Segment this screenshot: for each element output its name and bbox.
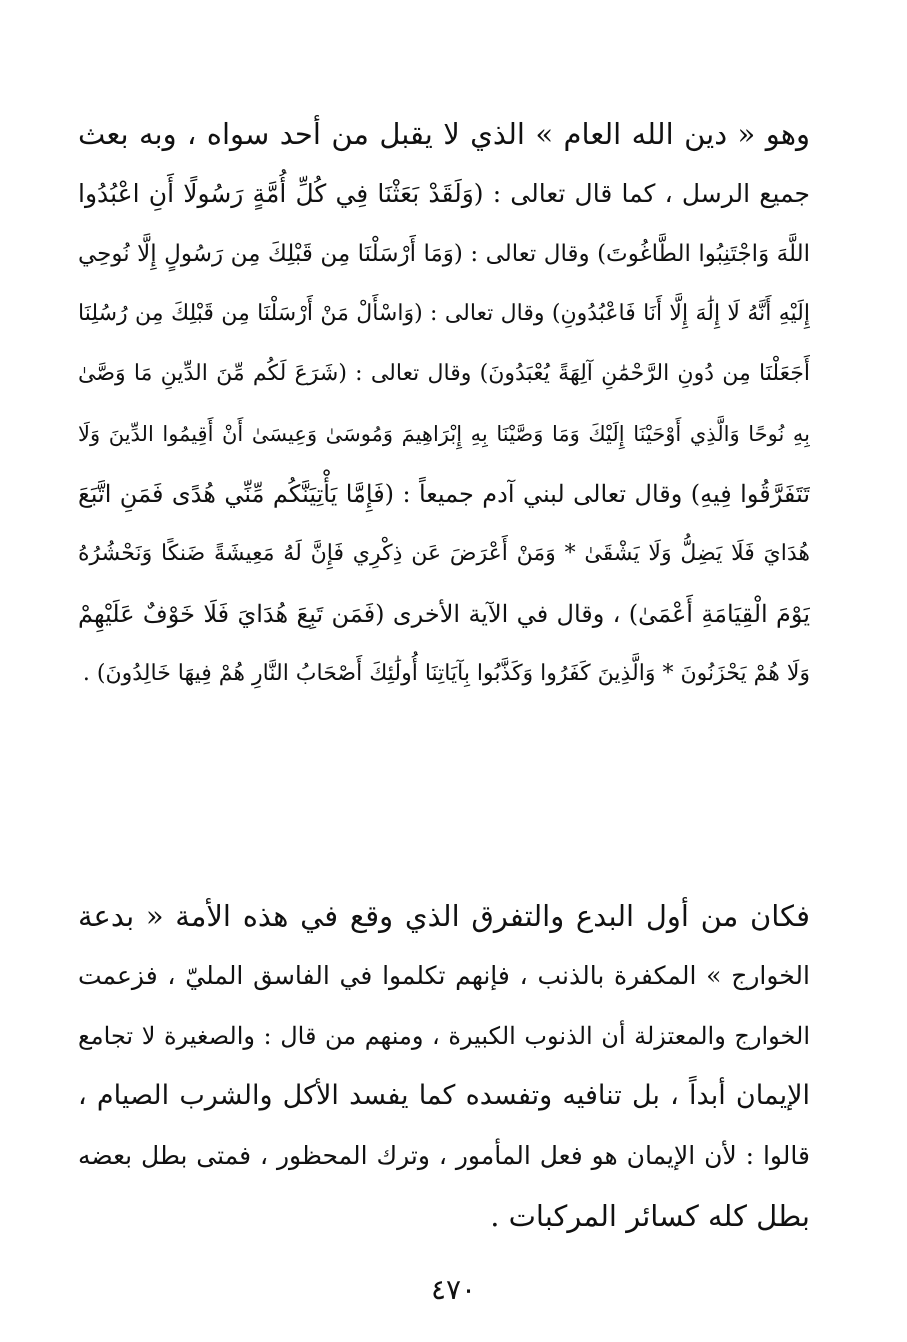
paragraph-1-line-6: بِهِ نُوحًا وَالَّذِي أَوْحَيْنَا إِلَيْكَ وَمَا وَصَّيْنَا بِهِ إِبْرَاهِيمَ وَمُوسَىٰ وَعِيسَىٰ أَنْ أَقِيمُوا الدِّينَ وَلَا — [78, 422, 810, 446]
paragraph-1-line-2: جميع الرسل ، كما قال تعالى : (وَلَقَدْ بَعَثْنَا فِي كُلِّ أُمَّةٍ رَسُولًا أَنِ اعْبُدُوا — [78, 179, 810, 208]
paragraph-2-line-5: قالوا : لأن الإيمان هو فعل المأمور ، وترك المحظور ، فمتى بطل بعضه — [78, 1141, 810, 1170]
paragraph-2-line-6: بطل كله كسائر المركبات . — [490, 1199, 810, 1233]
paragraph-1-line-5: أَجَعَلْنَا مِن دُونِ الرَّحْمَٰنِ آلِهَةً يُعْبَدُونَ) وقال تعالى : (شَرَعَ لَكُم مِّنَ الدِّينِ مَا وَصَّىٰ — [78, 361, 810, 386]
paragraph-1-line-4: إِلَيْهِ أَنَّهُ لَا إِلَٰهَ إِلَّا أَنَا فَاعْبُدُونِ) وقال تعالى : (وَاسْأَلْ مَنْ أَرْسَلْنَا مِن قَبْلِكَ مِن رُسُلِنَا — [78, 301, 810, 326]
paragraph-2-line-2: الخوارج » المكفرة بالذنب ، فإنهم تكلموا في الفاسق المليّ ، فزعمت — [78, 961, 810, 990]
paragraph-2-line-4: الإيمان أبداً ، بل تنافيه وتفسده كما يفسد الأكل والشرب الصيام ، — [78, 1080, 810, 1111]
paragraph-1-line-9: يَوْمَ الْقِيَامَةِ أَعْمَىٰ) ، وقال في الآية الأخرى (فَمَن تَبِعَ هُدَايَ فَلَا خَوْفٌ عَلَيْهِمْ — [78, 600, 810, 628]
paragraph-1-line-8: هُدَايَ فَلَا يَضِلُّ وَلَا يَشْقَىٰ * وَمَنْ أَعْرَضَ عَن ذِكْرِي فَإِنَّ لَهُ مَعِيشَةً ضَنكًا وَنَحْشُرُهُ — [78, 541, 810, 566]
paragraph-2-line-3: الخوارج والمعتزلة أن الذنوب الكبيرة ، ومنهم من قال : والصغيرة لا تجامع — [78, 1022, 810, 1050]
paragraph-2-line-1: فكان من أول البدع والتفرق الذي وقع في هذه الأمة « بدعة — [78, 899, 810, 933]
paragraph-1-line-7: تَتَفَرَّقُوا فِيهِ) وقال تعالى لبني آدم جميعاً : (فَإِمَّا يَأْتِيَنَّكُم مِّنِّي هُدًى فَمَنِ اتَّبَعَ — [78, 480, 810, 508]
paragraph-1-line-1: وهو « دين الله العام » الذي لا يقبل من أحد سواه ، وبه بعث — [78, 117, 810, 151]
paragraph-1-line-10: وَلَا هُمْ يَحْزَنُونَ * وَالَّذِينَ كَفَرُوا وَكَذَّبُوا بِآيَاتِنَا أُولَٰئِكَ أَصْحَابُ النَّارِ هُمْ فِيهَا خَالِدُونَ) . — [82, 661, 810, 686]
page-number: ٤٧٠ — [430, 1273, 477, 1306]
paragraph-1-line-3: اللَّهَ وَاجْتَنِبُوا الطَّاغُوتَ) وقال تعالى : (وَمَا أَرْسَلْنَا مِن قَبْلِكَ مِن رَسُولٍ إِلَّا نُوحِي — [78, 241, 810, 267]
